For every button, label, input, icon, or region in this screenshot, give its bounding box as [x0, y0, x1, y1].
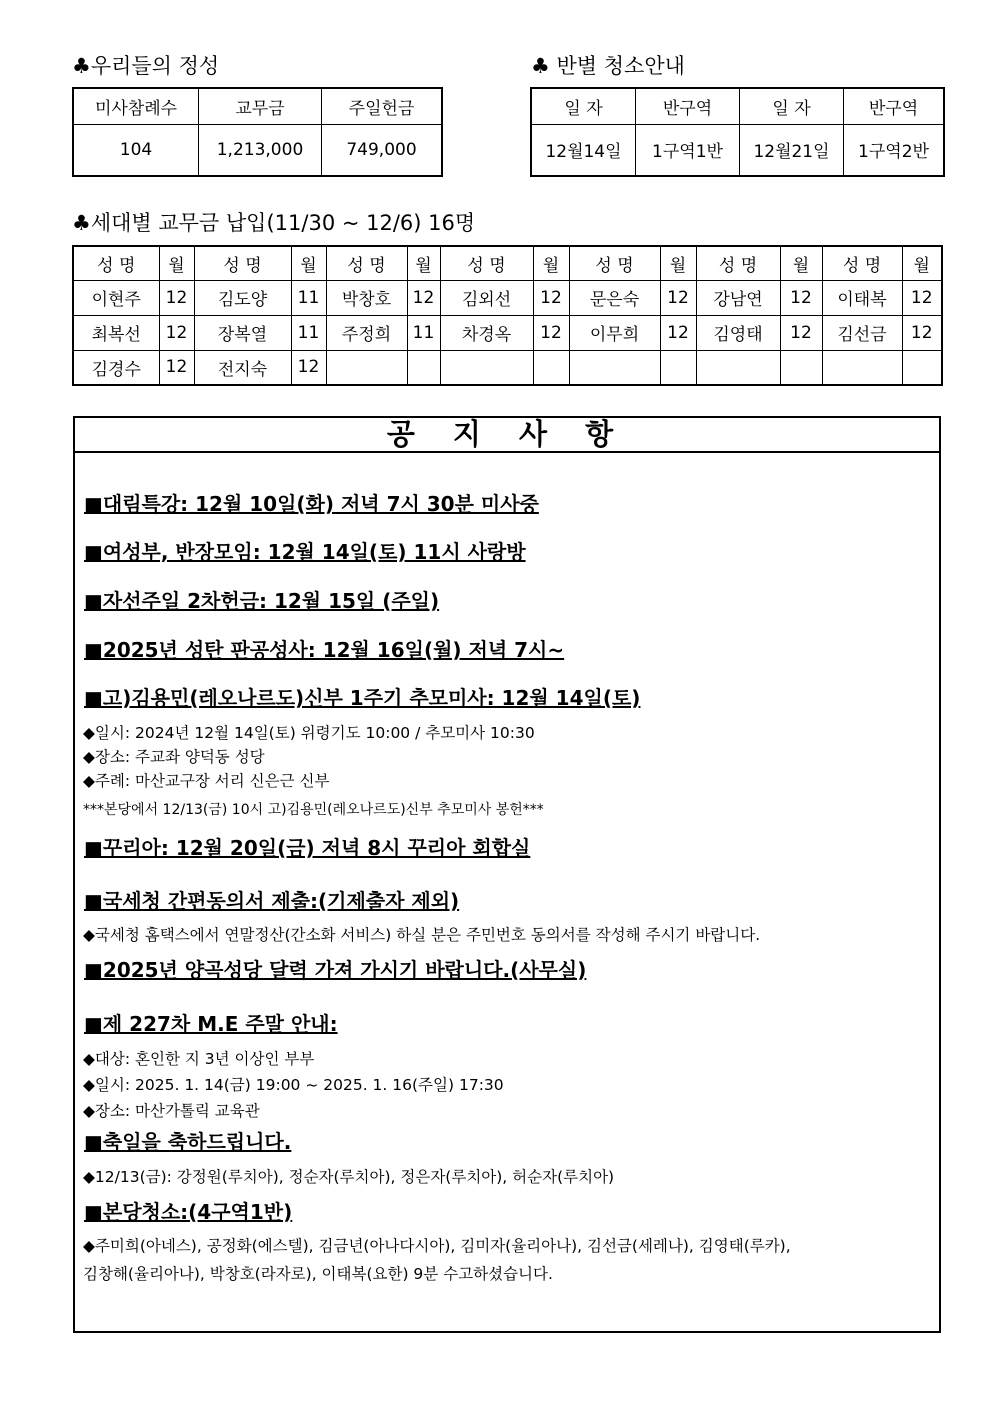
dues-name-cell — [569, 350, 660, 385]
dues-header-month: 월 — [159, 246, 194, 280]
dues-month-cell: 12 — [159, 280, 194, 315]
cleaning-header: 반구역 — [844, 88, 945, 124]
cleaning-value: 12월14일 — [531, 124, 636, 176]
dues-header-name: 성 명 — [73, 246, 159, 280]
notice-item-title: ■2025년 양곡성당 달력 가져 가시기 바랍니다.(사무실) — [84, 958, 587, 982]
notice-item-title: ■고)김용민(레오나르도)신부 1주기 추모미사: 12월 14일(토) — [84, 686, 641, 710]
cleaning-header: 일 자 — [531, 88, 636, 124]
notice-item-line: ◆대상: 혼인한 지 3년 이상인 부부 — [83, 1050, 315, 1068]
notice-item-title: ■제 227차 M.E 주말 안내: — [84, 1012, 338, 1036]
notice-item-title: ■축일을 축하드립니다. — [84, 1130, 292, 1154]
dues-month-cell: 11 — [291, 280, 326, 315]
cleaning-value: 12월21일 — [740, 124, 844, 176]
dues-row — [73, 315, 942, 350]
notice-item-title: ■자선주일 2차헌금: 12월 15일 (주일) — [84, 589, 440, 613]
notice-item-line: ◆주미희(아네스), 공정화(에스텔), 김금년(아나다시아), 김미자(율리아나), 김선금(세레나), 김영태(루카), — [83, 1237, 791, 1255]
dues-month-cell: 12 — [533, 280, 569, 315]
offering-header: 미사참례수 — [73, 88, 199, 124]
dues-title: ♣세대별 교무금 납입(11/30 ~ 12/6) 16명 — [72, 211, 476, 235]
offering-value: 104 — [73, 124, 199, 176]
dues-name-cell — [440, 350, 533, 385]
dues-table — [72, 245, 943, 386]
dues-name-cell: 김도양 — [194, 280, 291, 315]
offering-value: 1,213,000 — [199, 124, 322, 176]
dues-header-row — [73, 246, 942, 280]
dues-month-cell: 12 — [660, 280, 696, 315]
notice-item-line: ◆일시: 2025. 1. 14(금) 19:00 ~ 2025. 1. 16(주일) 17:30 — [83, 1076, 504, 1094]
cleaning-table — [530, 87, 945, 177]
dues-name-cell: 이무희 — [569, 315, 660, 350]
notice-item-line: ◆일시: 2024년 12월 14일(토) 위령기도 10:00 / 추모미사 10:30 — [83, 724, 535, 742]
cleaning-header: 일 자 — [740, 88, 844, 124]
dues-header-name: 성 명 — [822, 246, 902, 280]
dues-month-cell — [902, 350, 942, 385]
dues-month-cell: 12 — [902, 280, 942, 315]
dues-row — [73, 280, 942, 315]
cleaning-value: 1구역2반 — [844, 124, 945, 176]
dues-name-cell: 전지숙 — [194, 350, 291, 385]
notice-item-line: ◆국세청 홈택스에서 연말정산(간소화 서비스) 하실 분은 주민번호 동의서를 작성해 주시기 바랍니다. — [83, 926, 761, 944]
dues-name-cell: 차경옥 — [440, 315, 533, 350]
offering-value: 749,000 — [322, 124, 443, 176]
dues-month-cell — [407, 350, 440, 385]
dues-month-cell — [660, 350, 696, 385]
dues-header-month: 월 — [291, 246, 326, 280]
cleaning-value: 1구역1반 — [636, 124, 740, 176]
dues-month-cell: 12 — [660, 315, 696, 350]
dues-name-cell: 문은숙 — [569, 280, 660, 315]
dues-month-cell: 12 — [780, 280, 822, 315]
dues-header-month: 월 — [407, 246, 440, 280]
dues-month-cell: 11 — [407, 315, 440, 350]
dues-name-cell: 주정희 — [326, 315, 407, 350]
dues-name-cell: 이현주 — [73, 280, 159, 315]
dues-name-cell: 김외선 — [440, 280, 533, 315]
dues-name-cell: 최복선 — [73, 315, 159, 350]
notice-item-title: ■국세청 간편동의서 제출:(기제출자 제외) — [84, 889, 460, 913]
dues-month-cell: 12 — [533, 315, 569, 350]
dues-name-cell: 강남연 — [696, 280, 780, 315]
dues-header-month: 월 — [902, 246, 942, 280]
notice-item-title: ■여성부, 반장모임: 12월 14일(토) 11시 사랑방 — [84, 540, 526, 564]
notice-item-title: ■본당청소:(4구역1반) — [84, 1200, 293, 1224]
dues-name-cell: 이태복 — [822, 280, 902, 315]
dues-header-name: 성 명 — [440, 246, 533, 280]
dues-month-cell: 12 — [159, 315, 194, 350]
notice-box — [73, 416, 941, 1333]
dues-header-month: 월 — [780, 246, 822, 280]
dues-name-cell: 박창호 — [326, 280, 407, 315]
notice-item-line: ◆12/13(금): 강정원(루치아), 정순자(루치아), 정은자(루치아), 허순자(루치아) — [83, 1168, 615, 1186]
offering-title: ♣우리들의 정성 — [72, 54, 220, 78]
notice-item-title: ■꾸리아: 12월 20일(금) 저녁 8시 꾸리아 회합실 — [84, 836, 531, 860]
cleaning-header: 반구역 — [636, 88, 740, 124]
notice-item-line: ◆장소: 주교좌 양덕동 성당 — [83, 748, 265, 766]
dues-header-name: 성 명 — [696, 246, 780, 280]
dues-name-cell: 김선금 — [822, 315, 902, 350]
dues-month-cell — [780, 350, 822, 385]
dues-month-cell: 11 — [291, 315, 326, 350]
dues-name-cell: 장복열 — [194, 315, 291, 350]
notice-header: 공 지 사 항 — [75, 418, 939, 453]
dues-row — [73, 350, 942, 385]
notice-item-title: ■대림특강: 12월 10일(화) 저녁 7시 30분 미사중 — [84, 492, 539, 516]
dues-name-cell — [326, 350, 407, 385]
notice-item-line: ◆장소: 마산가톨릭 교육관 — [83, 1102, 260, 1120]
dues-month-cell: 12 — [780, 315, 822, 350]
dues-month-cell: 12 — [159, 350, 194, 385]
dues-header-name: 성 명 — [569, 246, 660, 280]
dues-month-cell: 12 — [291, 350, 326, 385]
notice-item-line: 김창해(율리아나), 박창호(라자로), 이태복(요한) 9분 수고하셨습니다. — [83, 1265, 553, 1283]
dues-month-cell — [533, 350, 569, 385]
dues-name-cell: 김영태 — [696, 315, 780, 350]
dues-header-name: 성 명 — [194, 246, 291, 280]
dues-header-name: 성 명 — [326, 246, 407, 280]
dues-month-cell: 12 — [902, 315, 942, 350]
dues-name-cell: 김경수 — [73, 350, 159, 385]
dues-name-cell — [696, 350, 780, 385]
offering-table — [72, 87, 443, 177]
notice-item-line: ***본당에서 12/13(금) 10시 고)김용민(레오나르도)신부 추모미사 봉헌*** — [83, 802, 544, 818]
dues-name-cell — [822, 350, 902, 385]
dues-month-cell: 12 — [407, 280, 440, 315]
offering-header: 주일헌금 — [322, 88, 443, 124]
notice-item-line: ◆주례: 마산교구장 서리 신은근 신부 — [83, 772, 330, 790]
cleaning-title: ♣ 반별 청소안내 — [531, 54, 685, 78]
notice-item-title: ■2025년 성탄 판공성사: 12월 16일(월) 저녁 7시~ — [84, 638, 565, 662]
dues-header-month: 월 — [533, 246, 569, 280]
offering-header: 교무금 — [199, 88, 322, 124]
dues-header-month: 월 — [660, 246, 696, 280]
